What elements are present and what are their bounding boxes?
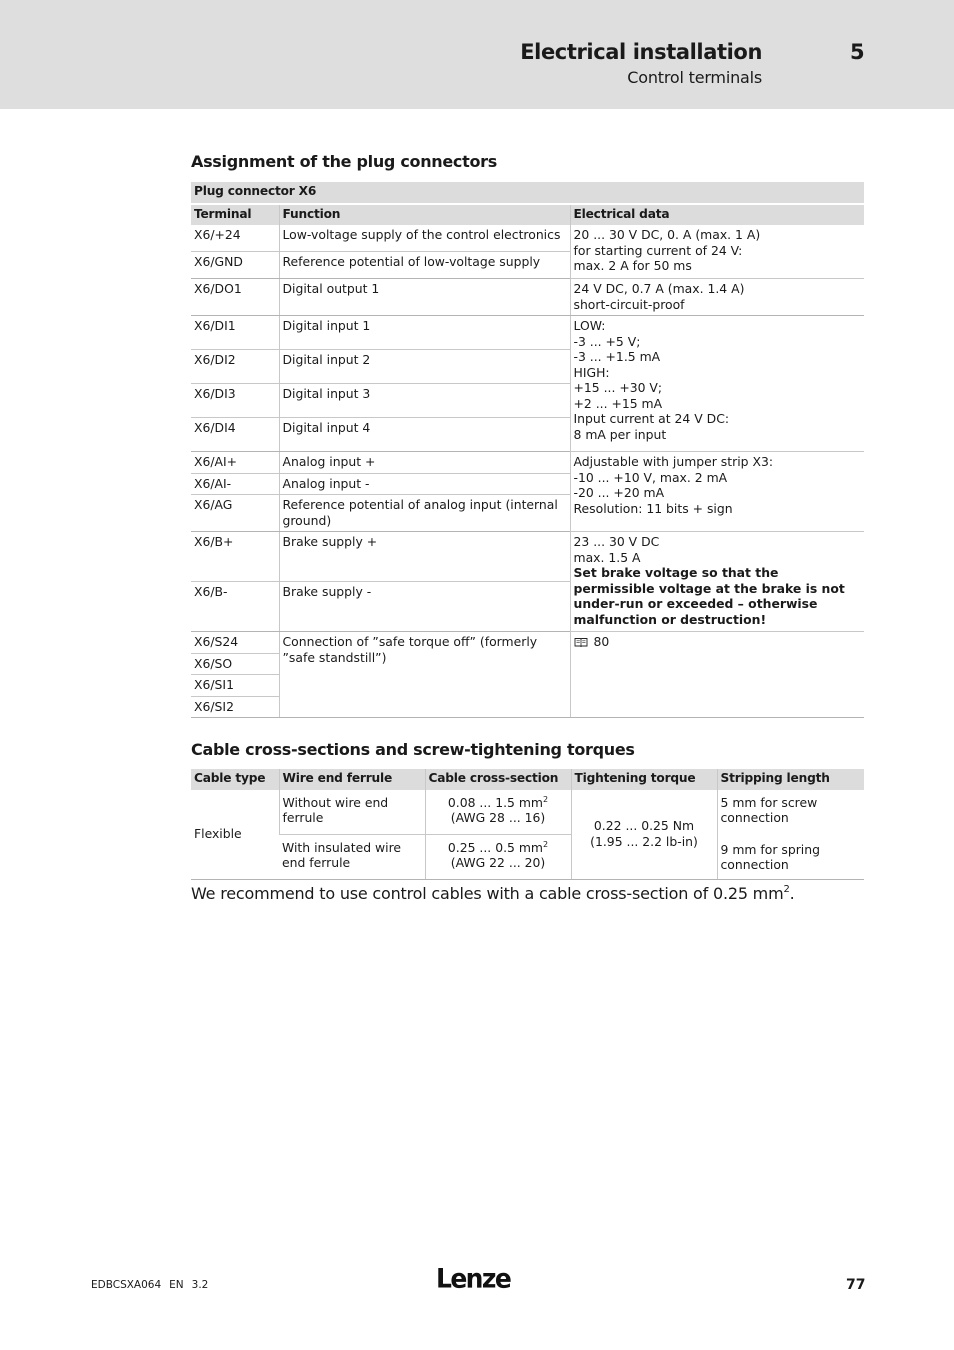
table-row bbox=[191, 632, 864, 654]
stripping-screw: 5 mm for screw connection bbox=[720, 794, 818, 825]
data-line: +2 ... +15 mA bbox=[573, 395, 663, 411]
terminal-cell: X6/DI2 bbox=[191, 350, 279, 384]
section-heading-plug-connectors: Assignment of the plug connectors bbox=[191, 152, 497, 171]
data-line: LOW: bbox=[573, 318, 606, 333]
document-id bbox=[91, 1279, 208, 1291]
column-header-stripping-length: Stripping length bbox=[717, 769, 864, 790]
data-line: HIGH: bbox=[573, 364, 610, 380]
terminal-cell: X6/DI4 bbox=[191, 418, 279, 452]
terminal-cell: X6/S24 bbox=[191, 632, 279, 654]
data-line: 23 ... 30 V DC bbox=[573, 534, 660, 549]
table-row bbox=[191, 225, 864, 252]
data-line: +15 ... +30 V; bbox=[573, 380, 663, 395]
table-row bbox=[191, 279, 864, 316]
stripping-length-cell bbox=[717, 790, 864, 880]
recommendation-body: We recommend to use control cables with a cable cross-section of 0.25 mm bbox=[191, 884, 784, 903]
superscript: 2 bbox=[542, 839, 549, 849]
header-band bbox=[0, 0, 954, 109]
data-line: -3 ... +5 V; bbox=[573, 333, 641, 349]
chapter-number: 5 bbox=[850, 40, 865, 64]
torque-imperial: (1.95 ... 2.2 lb-in) bbox=[590, 833, 698, 849]
electrical-data-cell bbox=[570, 225, 864, 279]
electrical-data-cell bbox=[570, 452, 864, 532]
page-number: 77 bbox=[846, 1277, 866, 1293]
electrical-data-cell bbox=[570, 532, 864, 632]
section-heading-cable-cross-sections: Cable cross-sections and screw-tightening torques bbox=[191, 740, 635, 759]
column-header-cable-type: Cable type bbox=[191, 769, 279, 790]
function-cell: Analog input - bbox=[279, 473, 570, 495]
data-line: Resolution: 11 bits + sign bbox=[573, 500, 733, 516]
table-row bbox=[191, 790, 864, 835]
table-header-row bbox=[191, 204, 864, 226]
function-cell: Brake supply - bbox=[279, 582, 570, 632]
terminal-cell: X6/AG bbox=[191, 495, 279, 532]
function-cell: Reference potential of low-voltage supply bbox=[279, 252, 570, 279]
column-header-tightening-torque: Tightening torque bbox=[571, 769, 717, 790]
function-cell: Low-voltage supply of the control electronics bbox=[279, 225, 570, 252]
terminal-cell: X6/B+ bbox=[191, 532, 279, 582]
cross-section-value: 0.25 ... 0.5 mm bbox=[447, 839, 543, 855]
terminal-cell: X6/SI1 bbox=[191, 675, 279, 697]
column-header-function: Function bbox=[279, 204, 570, 226]
torque-metric: 0.22 ... 0.25 Nm bbox=[593, 818, 695, 833]
data-line: for starting current of 24 V: bbox=[573, 242, 743, 258]
doc-number: EDBCSXA064 bbox=[91, 1279, 162, 1291]
data-line: 24 V DC, 0.7 A (max. 1.4 A) bbox=[573, 281, 745, 296]
plug-connector-table bbox=[191, 182, 864, 718]
data-line: 8 mA per input bbox=[573, 426, 667, 442]
data-line: Input current at 24 V DC: bbox=[573, 411, 730, 426]
terminal-cell: X6/B- bbox=[191, 582, 279, 632]
book-icon bbox=[574, 637, 588, 647]
ferrule-cell: Without wire end ferrule bbox=[279, 790, 425, 835]
table-row bbox=[191, 316, 864, 350]
cross-section-metric bbox=[429, 840, 568, 856]
doc-language: EN bbox=[169, 1279, 184, 1291]
data-line: short-circuit-proof bbox=[573, 296, 685, 312]
page-reference[interactable]: 80 bbox=[593, 634, 610, 649]
function-cell: Reference potential of analog input (internal ground) bbox=[279, 495, 570, 532]
chapter-title: Electrical installation bbox=[520, 40, 762, 64]
data-line: Adjustable with jumper strip X3: bbox=[573, 454, 774, 469]
electrical-data-cell bbox=[570, 279, 864, 316]
table-header-row bbox=[191, 769, 864, 790]
superscript: 2 bbox=[783, 884, 790, 895]
column-header-wire-end-ferrule: Wire end ferrule bbox=[279, 769, 425, 790]
cross-section-cell bbox=[425, 790, 571, 835]
terminal-cell: X6/+24 bbox=[191, 225, 279, 252]
terminal-cell: X6/SO bbox=[191, 653, 279, 675]
doc-version: 3.2 bbox=[191, 1279, 209, 1291]
table-row bbox=[191, 532, 864, 582]
data-line: -10 ... +10 V, max. 2 mA bbox=[573, 469, 728, 485]
table-caption-row bbox=[191, 182, 864, 204]
cross-section-metric bbox=[429, 795, 568, 811]
function-cell: Digital output 1 bbox=[279, 279, 570, 316]
brake-warning: Set brake voltage so that the permissible voltage at the brake is not under-run or exceeded – otherwise malfunction or destruction! bbox=[573, 565, 845, 627]
section-subtitle: Control terminals bbox=[627, 68, 762, 87]
function-cell: Digital input 4 bbox=[279, 418, 570, 452]
terminal-cell: X6/AI+ bbox=[191, 452, 279, 474]
terminal-cell: X6/DI1 bbox=[191, 316, 279, 350]
terminal-cell: X6/AI- bbox=[191, 473, 279, 495]
cross-section-awg: (AWG 22 ... 20) bbox=[450, 855, 546, 870]
data-line: max. 1.5 A bbox=[573, 549, 641, 565]
data-line: max. 2 A for 50 ms bbox=[573, 258, 692, 273]
terminal-cell: X6/DI3 bbox=[191, 384, 279, 418]
function-cell: Digital input 2 bbox=[279, 350, 570, 384]
torque-cell bbox=[571, 790, 717, 880]
data-line: -3 ... +1.5 mA bbox=[573, 349, 661, 364]
lenze-logo: Lenze bbox=[436, 1263, 511, 1294]
column-header-terminal: Terminal bbox=[191, 204, 279, 226]
electrical-data-cell bbox=[570, 316, 864, 452]
function-cell: Digital input 3 bbox=[279, 384, 570, 418]
data-line: 20 ... 30 V DC, 0. A (max. 1 A) bbox=[573, 227, 761, 242]
table-caption: Plug connector X6 bbox=[191, 182, 864, 204]
terminal-cell: X6/SI2 bbox=[191, 696, 279, 718]
cross-section-cell bbox=[425, 834, 571, 879]
terminal-cell: X6/DO1 bbox=[191, 279, 279, 316]
cable-type-cell: Flexible bbox=[191, 790, 279, 880]
function-cell: Analog input + bbox=[279, 452, 570, 474]
terminal-cell: X6/GND bbox=[191, 252, 279, 279]
recommendation-end: . bbox=[789, 884, 795, 903]
data-line: -20 ... +20 mA bbox=[573, 485, 665, 500]
cable-cross-section-table bbox=[191, 769, 864, 880]
function-cell: Brake supply + bbox=[279, 532, 570, 582]
table-row bbox=[191, 452, 864, 474]
stripping-spring: 9 mm for spring connection bbox=[720, 841, 820, 872]
column-header-electrical-data: Electrical data bbox=[570, 204, 864, 226]
cross-section-value: 0.08 ... 1.5 mm bbox=[447, 794, 543, 810]
electrical-data-cell bbox=[570, 632, 864, 718]
function-cell: Connection of ”safe torque off” (formerly ”safe standstill”) bbox=[279, 632, 570, 718]
function-cell: Digital input 1 bbox=[279, 316, 570, 350]
superscript: 2 bbox=[542, 794, 549, 804]
cross-section-awg: (AWG 28 ... 16) bbox=[450, 810, 546, 825]
column-header-cable-cross-section: Cable cross-section bbox=[425, 769, 571, 790]
ferrule-cell: With insulated wire end ferrule bbox=[279, 834, 425, 879]
recommendation-text bbox=[191, 884, 871, 903]
